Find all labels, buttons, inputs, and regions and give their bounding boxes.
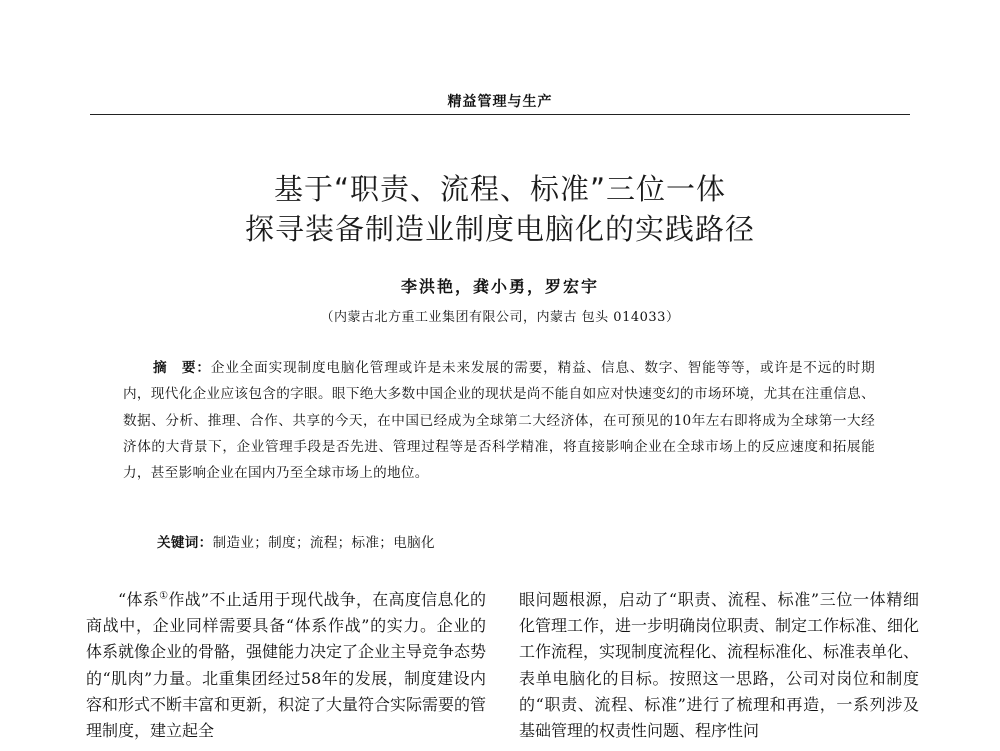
body-column-left [86, 587, 486, 751]
abstract [123, 355, 875, 486]
running-header: 精益管理与生产 [447, 94, 553, 110]
header-rule [90, 114, 910, 115]
body-left-post: 作战”不止适用于现代战争，在高度信息化的商战中，企业同样需要具备“体系作战”的实力。企业的体系就像企业的骨骼，强健能力决定了企业主导竞争态势的“肌肉”力量。北重集团经过58年的发展，制度建设内容和形式不断丰富和更新，积淀了大量符合实际需要的管理制度，建立起全 [86, 590, 486, 741]
abstract-label: 摘 要： [153, 360, 211, 376]
keywords [157, 531, 435, 551]
body-column-right: 眼问题根源，启动了“职责、流程、标准”三位一体精细化管理工作，进一步明确岗位职责、制定工作标准、细化工作流程，实现制度流程化、流程标准化、标准表单化、表单电脑化的目标。按照这一思路，公司对岗位和制度的“职责、流程、标准”进行了梳理和再造，一系列涉及基础管理的权责性问题、程序性问 [519, 590, 919, 741]
abstract-text: 企业全面实现制度电脑化管理或许是未来发展的需要，精益、信息、数字、智能等等，或许是不远的时期内，现代化企业应该包含的字眼。眼下绝大多数中国企业的现状是尚不能自如应对快速变幻的市场环境，尤其在注重信息、数据、分析、推理、合作、共享的今天，在中国已经成为全球第二大经济体，在可预见的10年左右即将成为全球第一大经济体的大背景下，企业管理手段是否先进、管理过程等是否科学精准，将直接影响企业在全球市场上的反应速度和拓展能力，甚至影响企业在国内乃至全球市场上的地位。 [123, 360, 876, 482]
footnote-marker: ① [159, 590, 169, 602]
title-line-1: 基于“职责、流程、标准”三位一体 [273, 172, 727, 206]
keywords-label: 关键词： [157, 535, 213, 551]
affiliation: （内蒙古北方重工业集团有限公司，内蒙古 包头 014033） [320, 310, 680, 325]
body-left-pre: “体系 [118, 590, 160, 609]
keywords-text: 制造业；制度；流程；标准；电脑化 [212, 535, 435, 551]
title-line-2: 探寻装备制造业制度电脑化的实践路径 [244, 212, 755, 246]
authors: 李洪艳，龚小勇，罗宏宇 [400, 277, 599, 296]
